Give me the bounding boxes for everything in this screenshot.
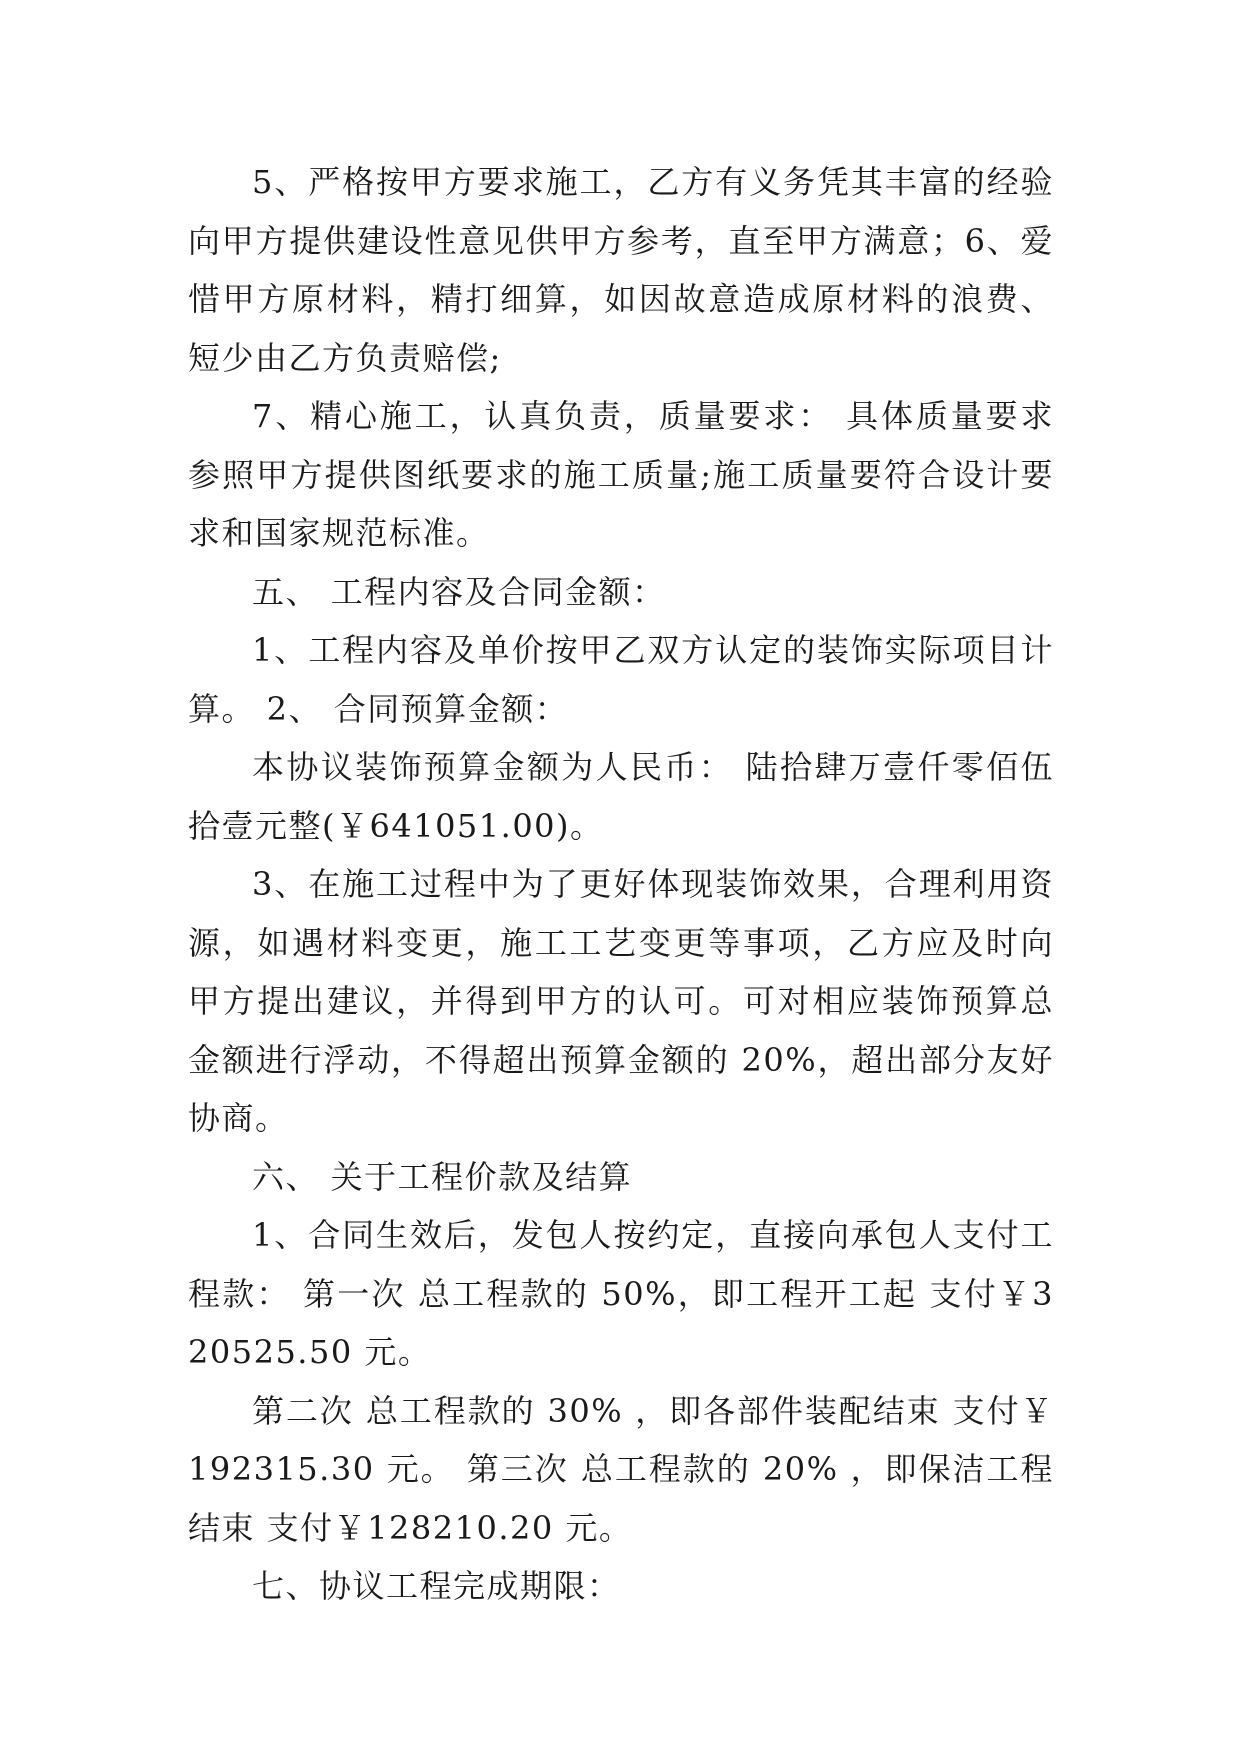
paragraph-second-third-payment: 第二次 总工程款的 30% ，即各部件装配结束 支付￥192315.30 元。 第三次 总工程款的 20% ，即保洁工程结束 支付￥128210.20 元。 [188,1391,1054,1547]
section-heading-6: 六、 关于工程价款及结算 [252,1157,633,1196]
paragraph-content-and-budget: 1、工程内容及单价按甲乙双方认定的装饰实际项目计算。 2、 合同预算金额： [188,631,1054,728]
paragraph-budget-adjustment: 3、在施工过程中为了更好体现装饰效果，合理利用资源，如遇材料变更，施工工艺变更等事项，乙方应及时向甲方提出建议，并得到甲方的认可。可对相应装饰预算总金额进行浮动，不得超出预算金额的 20%，超出部分友好协商。 [188,865,1054,1137]
section-heading-5: 五、 工程内容及合同金额： [252,572,666,611]
contract-text-body [188,153,1054,1616]
paragraph-clause-5-6: 5、严格按甲方要求施工，乙方有义务凭其丰富的经验向甲方提供建设性意见供甲方参考，直至甲方满意；6、爱惜甲方原材料，精打细算，如因故意造成原材料的浪费、短少由乙方负责赔偿; [188,163,1054,377]
section-heading-7: 七、协议工程完成期限： [252,1567,621,1605]
paragraph-clause-7: 7、精心施工，认真负责，质量要求： 具体质量要求参照甲方提供图纸要求的施工质量;施工质量要符合设计要求和国家规范标准。 [188,397,1054,552]
paragraph-budget-amount: 本协议装饰预算金额为人民币： 陆拾肆万壹仟零佰伍拾壹元整(￥641051.00)。 [188,748,1054,845]
paragraph-first-payment: 1、合同生效后，发包人按约定，直接向承包人支付工程款： 第一次 总工程款的 50%，即工程开工起 支付￥320525.50 元。 [188,1216,1054,1371]
